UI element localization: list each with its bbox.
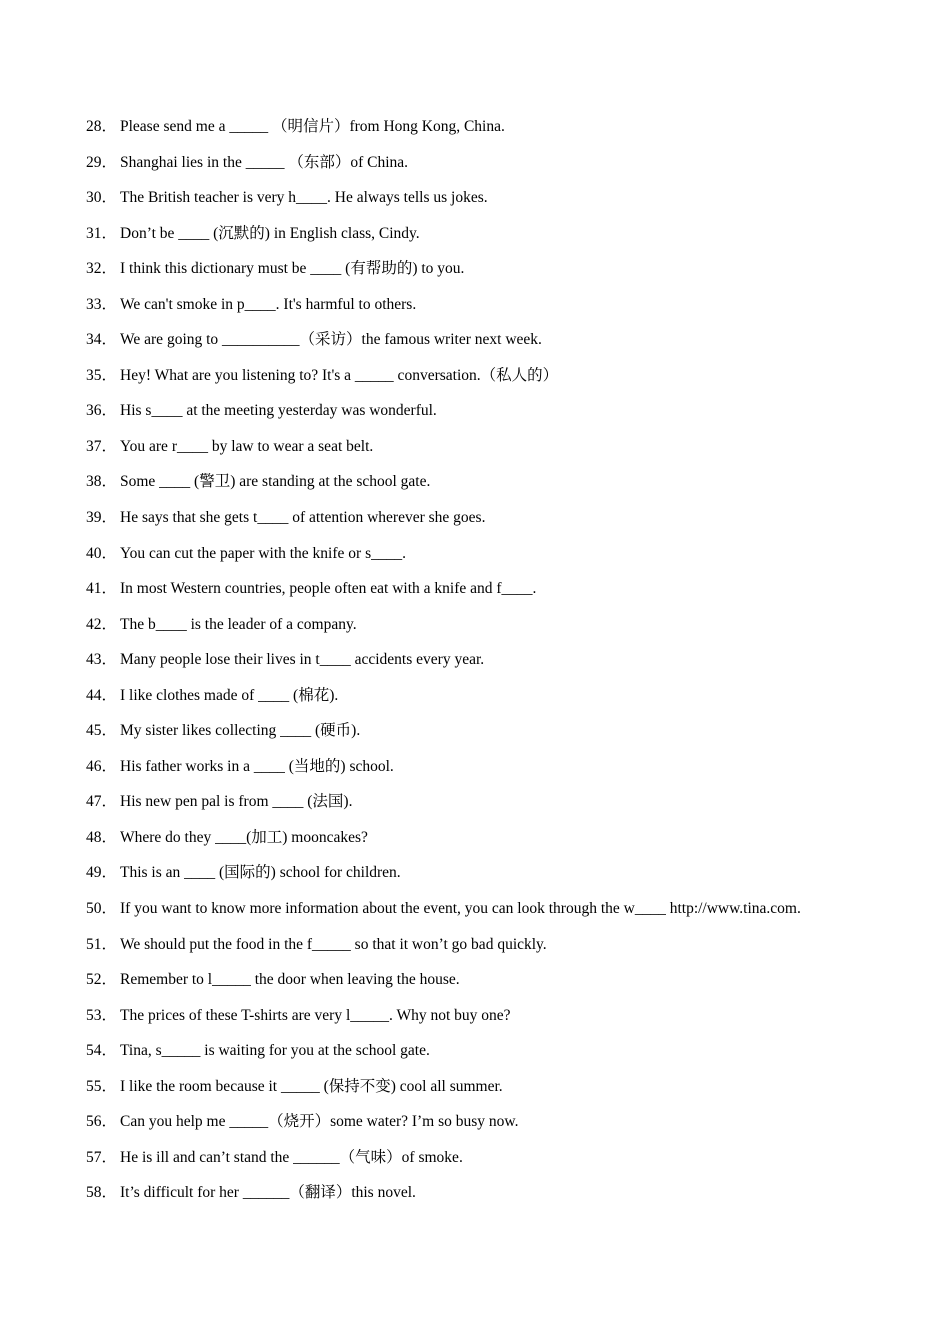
question-item	[86, 542, 936, 578]
question-number: 55．	[86, 1077, 118, 1095]
question-item	[86, 186, 936, 222]
question-item	[86, 648, 936, 684]
question-text: My sister likes collecting ____ (硬币).	[120, 722, 361, 740]
question-text: It’s difficult for her ______（翻译）this novel.	[120, 1184, 416, 1202]
question-text: Don’t be ____ (沉默的) in English class, Cindy.	[120, 224, 420, 242]
question-number: 33．	[86, 295, 118, 313]
question-number: 47．	[86, 793, 118, 811]
question-number: 48．	[86, 828, 118, 846]
question-text: I like the room because it _____ (保持不变) cool all summer.	[120, 1077, 503, 1095]
question-number: 49．	[86, 864, 118, 882]
question-text: He is ill and can’t stand the ______（气味）of smoke.	[120, 1148, 463, 1166]
question-item	[86, 933, 936, 969]
question-number: 40．	[86, 544, 118, 562]
question-text: We are going to __________（采访）the famous writer next week.	[120, 331, 542, 349]
question-item	[86, 577, 936, 613]
question-item	[86, 719, 936, 755]
question-item	[86, 435, 936, 471]
question-item	[86, 399, 936, 435]
question-item	[86, 257, 936, 293]
question-number: 30．	[86, 189, 118, 207]
question-item	[86, 1004, 936, 1040]
question-item	[86, 364, 936, 400]
question-item	[86, 613, 936, 649]
question-item	[86, 293, 936, 329]
question-number: 53．	[86, 1006, 118, 1024]
question-item	[86, 1039, 936, 1075]
question-number: 51．	[86, 935, 118, 953]
question-number: 35．	[86, 366, 118, 384]
question-item	[86, 1110, 936, 1146]
question-item	[86, 755, 936, 791]
question-text: In most Western countries, people often eat with a knife and f____.	[120, 580, 537, 598]
question-number: 36．	[86, 402, 118, 420]
question-text: The b____ is the leader of a company.	[120, 615, 357, 633]
question-number: 44．	[86, 686, 118, 704]
question-number: 46．	[86, 757, 118, 775]
question-number: 32．	[86, 260, 118, 278]
question-item	[86, 897, 936, 933]
question-item	[86, 790, 936, 826]
question-number: 38．	[86, 473, 118, 491]
question-item	[86, 151, 936, 187]
question-text: You are r____ by law to wear a seat belt.	[120, 437, 374, 455]
question-number: 39．	[86, 509, 118, 527]
question-item	[86, 506, 936, 542]
question-item	[86, 115, 936, 151]
question-item	[86, 861, 936, 897]
question-list	[86, 115, 936, 1217]
question-text: We can't smoke in p____. It's harmful to others.	[120, 295, 417, 313]
question-number: 45．	[86, 722, 118, 740]
question-text: I think this dictionary must be ____ (有帮助的) to you.	[120, 260, 465, 278]
question-text: Remember to l_____ the door when leaving the house.	[120, 971, 460, 989]
question-number: 42．	[86, 615, 118, 633]
question-number: 56．	[86, 1113, 118, 1131]
question-number: 41．	[86, 580, 118, 598]
question-number: 50．	[86, 900, 118, 918]
question-number: 43．	[86, 651, 118, 669]
question-text: Can you help me _____（烧开）some water? I’m so busy now.	[120, 1113, 519, 1131]
question-text: The British teacher is very h____. He always tells us jokes.	[120, 189, 488, 207]
question-text: Shanghai lies in the _____ （东部）of China.	[120, 153, 409, 171]
question-item	[86, 684, 936, 720]
question-item	[86, 1075, 936, 1111]
question-item	[86, 968, 936, 1004]
question-text: Some ____ (警卫) are standing at the school gate.	[120, 473, 431, 491]
question-item	[86, 1181, 936, 1217]
question-item	[86, 470, 936, 506]
question-item	[86, 1146, 936, 1182]
question-item	[86, 222, 936, 258]
question-item	[86, 826, 936, 862]
question-number: 31．	[86, 224, 118, 242]
question-text: Where do they ____(加工) mooncakes?	[120, 828, 368, 846]
question-text: Tina, s_____ is waiting for you at the school gate.	[120, 1042, 430, 1060]
question-text: If you want to know more information about the event, you can look through the w____ http://www.tina.com.	[120, 900, 801, 918]
question-text: I like clothes made of ____ (棉花).	[120, 686, 339, 704]
question-text: His s____ at the meeting yesterday was wonderful.	[120, 402, 437, 420]
question-number: 54．	[86, 1042, 118, 1060]
question-number: 57．	[86, 1148, 118, 1166]
question-text: His new pen pal is from ____ (法国).	[120, 793, 353, 811]
question-number: 34．	[86, 331, 118, 349]
question-text: He says that she gets t____ of attention wherever she goes.	[120, 509, 486, 527]
question-text: The prices of these T-shirts are very l_____. Why not buy one?	[120, 1006, 511, 1024]
question-text: You can cut the paper with the knife or s____.	[120, 544, 406, 562]
question-number: 58．	[86, 1184, 118, 1202]
question-text: Please send me a _____ （明信片）from Hong Kong, China.	[120, 118, 505, 135]
question-item	[86, 328, 936, 364]
question-number: 29．	[86, 153, 118, 171]
question-number: 37．	[86, 437, 118, 455]
question-number: 52．	[86, 971, 118, 989]
question-text: This is an ____ (国际的) school for children.	[120, 864, 401, 882]
question-text: Many people lose their lives in t____ accidents every year.	[120, 651, 485, 669]
question-number: 28．	[86, 118, 118, 135]
question-text: Hey! What are you listening to? It's a _____ conversation.（私人的）	[120, 366, 559, 384]
question-text: His father works in a ____ (当地的) school.	[120, 757, 394, 775]
question-text: We should put the food in the f_____ so that it won’t go bad quickly.	[120, 935, 547, 953]
